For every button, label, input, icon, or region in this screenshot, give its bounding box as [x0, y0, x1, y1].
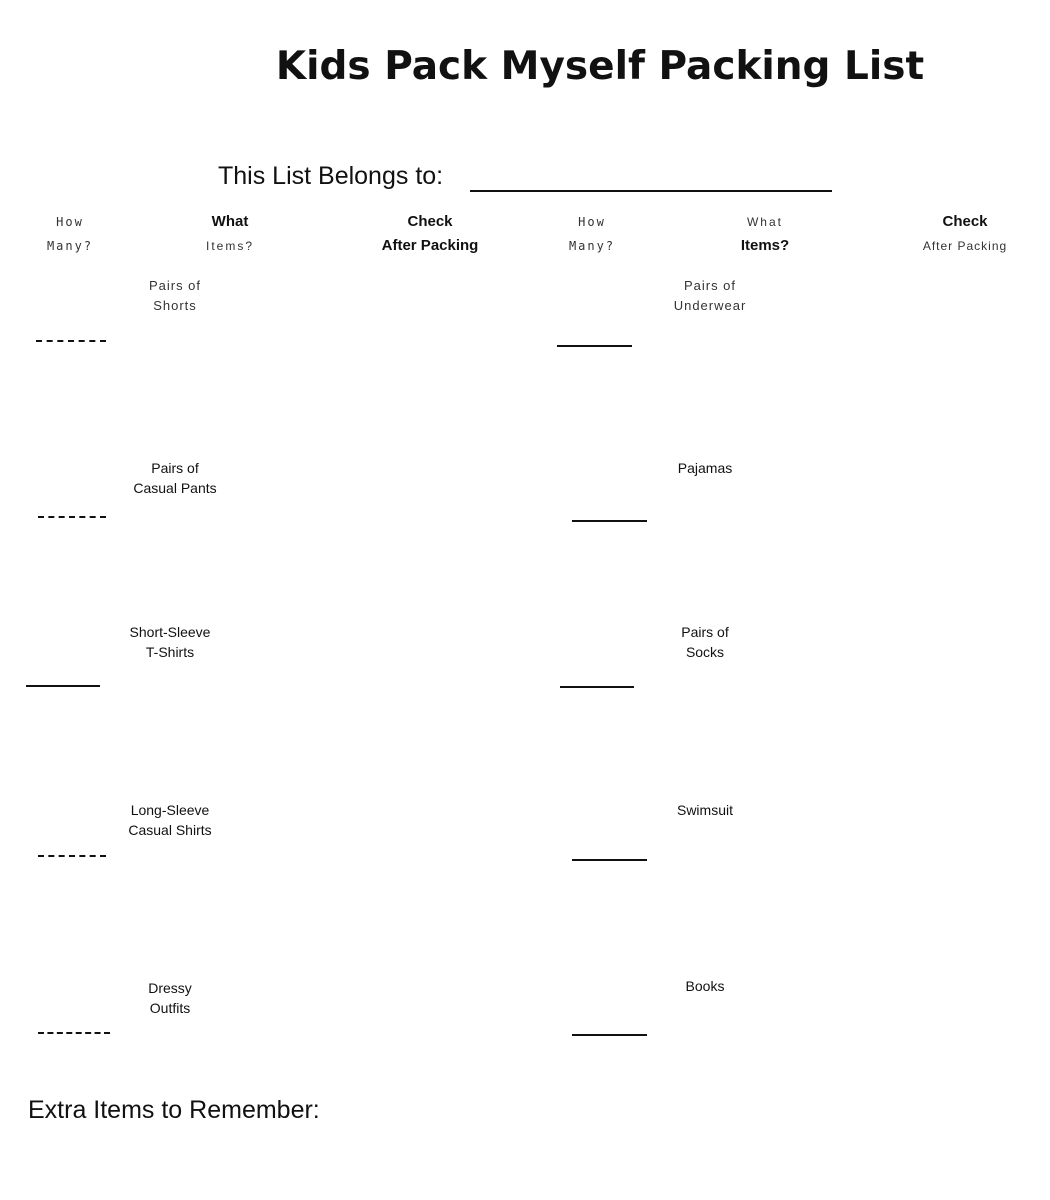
owner-label: This List Belongs to:	[218, 162, 444, 190]
quantity-blank-right-5[interactable]	[572, 1034, 647, 1036]
list-item-left-3: Short-Sleeve T-Shirts	[129, 624, 211, 660]
header-check-left: Check After Packing	[381, 213, 479, 254]
list-item-left-2: Pairs of Casual Pants	[133, 460, 217, 496]
list-item-right-1: Pairs of Underwear	[673, 278, 747, 313]
quantity-blank-right-1[interactable]	[557, 345, 632, 347]
list-item-right-2: Pajamas	[677, 460, 733, 476]
header-how-many-left: How Many?	[46, 215, 94, 253]
extra-items-label: Extra Items to Remember:	[28, 1096, 320, 1124]
header-check-right: Check After Packing	[922, 213, 1008, 253]
quantity-blank-right-3[interactable]	[560, 686, 634, 688]
quantity-blank-left-3[interactable]	[26, 685, 100, 687]
header-what-items-left: What Items?	[205, 213, 254, 253]
quantity-blank-right-4[interactable]	[572, 859, 647, 861]
list-item-right-3: Pairs of Socks	[681, 624, 729, 660]
quantity-blank-left-1[interactable]	[36, 340, 106, 342]
list-item-left-5: Dressy Outfits	[148, 980, 192, 1016]
list-item-left-4: Long-Sleeve Casual Shirts	[128, 802, 212, 838]
page-title: Kids Pack Myself Packing List	[275, 44, 925, 89]
header-how-many-right: How Many?	[568, 215, 616, 253]
list-item-right-4: Swimsuit	[676, 802, 733, 818]
quantity-blank-right-2[interactable]	[572, 520, 647, 522]
header-what-items-right: What Items?	[740, 215, 790, 254]
title-container	[0, 44, 1050, 89]
list-item-right-5: Books	[685, 978, 725, 994]
quantity-blank-left-5[interactable]	[38, 1032, 110, 1034]
list-item-left-1: Pairs of Shorts	[148, 278, 202, 313]
owner-name-field[interactable]	[470, 190, 832, 192]
quantity-blank-left-2[interactable]	[38, 516, 106, 518]
quantity-blank-left-4[interactable]	[38, 855, 106, 857]
